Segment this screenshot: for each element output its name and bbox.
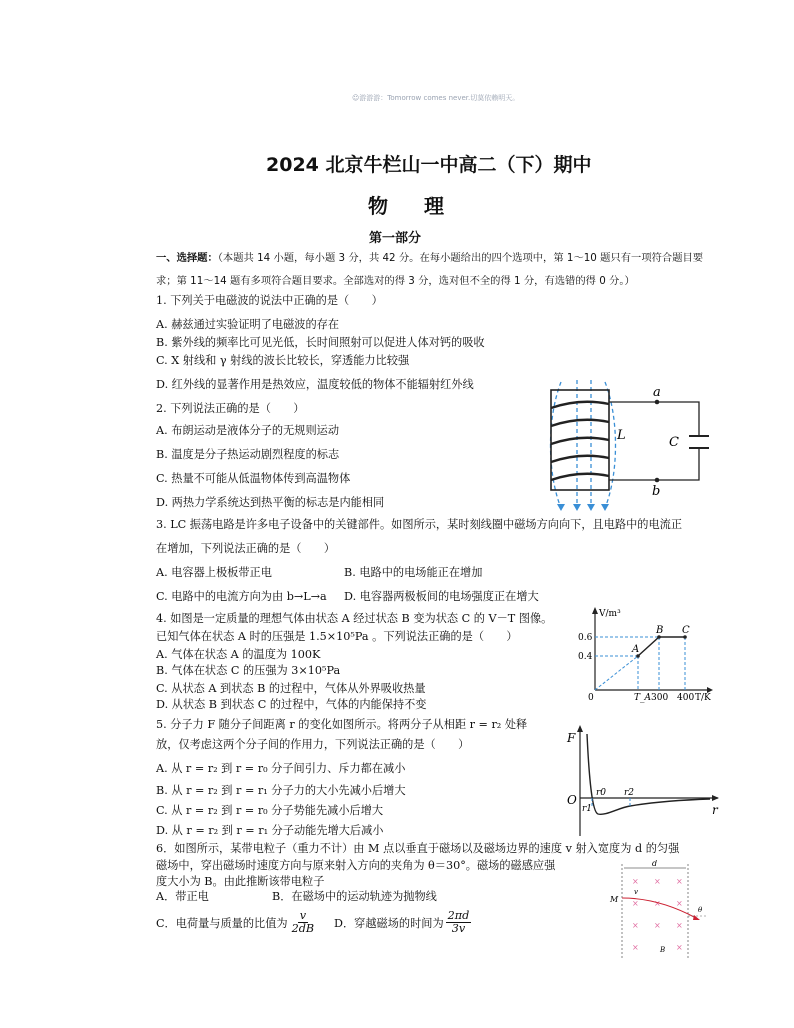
q3-option-c: C. 电路中的电流方向为由 b→L→a [156, 590, 327, 603]
svg-text:×: × [632, 899, 639, 908]
q5-option-c: C. 从 r = r₂ 到 r = r₀ 分子势能先减小后增大 [156, 804, 384, 817]
node-b-label: b [652, 484, 661, 499]
origin-extension-line [595, 656, 638, 690]
force-distance-figure [562, 722, 724, 842]
q6-option-c [156, 910, 316, 936]
q2-option-d: D. 两热力学系统达到热平衡的标志是内能相同 [156, 496, 385, 509]
q4-stem-1: 4. 如图是一定质量的理想气体由状态 A 经过状态 B 变为状态 C 的 V－T 图像。 [156, 612, 553, 625]
q6-option-c-prefix: C．电荷量与质量的比值为 [156, 916, 288, 930]
theta-label: θ [698, 906, 703, 914]
q6-stem-1: 6．如图所示，某带电粒子（重力不计）由 M 点以垂直于磁场以及磁场边界的速度 v 射入宽度为 d 的匀强 [156, 842, 680, 855]
q1-option-b: B. 紫外线的频率比可见光低，长时间照射可以促进人体对钙的吸收 [156, 336, 485, 349]
force-curve [587, 734, 710, 814]
magnetic-field-figure [604, 860, 716, 964]
q3-option-a: A. 电容器上极板带正电 [156, 566, 272, 579]
process-line-abc [638, 637, 685, 656]
velocity-v-label: v [634, 888, 638, 896]
page-title: 2024 北京牛栏山一中高二（下）期中 [266, 154, 592, 176]
q6-option-c-numerator: v [299, 909, 307, 922]
q6-option-a: A．带正电 [156, 890, 209, 903]
lc-circuit-figure [545, 378, 725, 513]
svg-text:×: × [676, 899, 683, 908]
q6-stem-2: 磁场中，穿出磁场时速度方向与原来射入方向的夹角为 θ＝30°。磁场的磁感应强 [156, 859, 556, 872]
point-c-label: C [682, 625, 690, 636]
point-m-label: M [610, 895, 619, 904]
svg-text:×: × [632, 877, 639, 886]
f-axis-label: F [567, 731, 576, 745]
q3-stem-1: 3. LC 振荡电路是许多电子设备中的关键部件。如图所示，某时刻线圈中磁场方向向下，且电路中的电流正 [156, 518, 683, 531]
svg-text:×: × [654, 877, 661, 886]
q5-stem-1: 5. 分子力 F 随分子间距离 r 的变化如图所示。将两分子从相距 r = r₂ 处释 [156, 718, 528, 731]
svg-text:×: × [632, 921, 639, 930]
section-instructions-1 [156, 249, 703, 264]
q6-option-d-fraction [446, 910, 472, 936]
q2-option-a: A. 布朗运动是液体分子的无规则运动 [156, 424, 340, 437]
q1-stem: 1. 下列关于电磁波的说法中正确的是（ ） [156, 294, 383, 307]
svg-text:×: × [676, 943, 683, 952]
guide-lines [595, 637, 685, 690]
x-tick-ta: T_A [634, 693, 652, 703]
r1-label: r1 [582, 804, 593, 814]
q5-option-b: B. 从 r = r₂ 到 r = r₁ 分子力的大小先减小后增大 [156, 784, 406, 797]
q4-option-b: B. 气体在状态 C 的压强为 3×10⁵Pa [156, 664, 341, 677]
watermark: ☺游游游：Tomorrow comes never.切莫依赖明天。 [352, 94, 520, 102]
section-heading: 一、选择题： [156, 252, 218, 264]
q6-option-d-denominator: 3v [451, 922, 466, 936]
r-axis-label: r [712, 803, 718, 817]
field-b-label: B [660, 946, 666, 954]
svg-text:×: × [632, 943, 639, 952]
capacitor-label: C [669, 435, 679, 450]
q4-option-a: A. 气体在状态 A 的温度为 100K [156, 648, 321, 661]
x-tick-400: 400 [677, 693, 695, 703]
r2-label: r2 [624, 788, 635, 798]
q6-option-d-prefix: D．穿越磁场的时间为 [334, 916, 444, 930]
q6-option-d-numerator: 2πd [447, 909, 470, 922]
coil-turns [551, 402, 609, 480]
q5-stem-2: 放，仅考虑这两个分子间的作用力，下列说法正确的是（ ） [156, 738, 470, 751]
y-tick-0.4: 0.4 [578, 652, 593, 662]
q3-stem-2: 在增加，下列说法正确的是（ ） [156, 542, 336, 555]
subject-char-2: 理 [424, 194, 446, 218]
field-cross-icons [632, 877, 683, 952]
q6-option-c-fraction [290, 910, 317, 936]
q2-option-c: C. 热量不可能从低温物体传到高温物体 [156, 472, 351, 485]
inductor-label: L [617, 428, 626, 443]
q6-option-d [334, 910, 471, 936]
q5-option-d: D. 从 r = r₂ 到 r = r₁ 分子动能先增大后减小 [156, 824, 384, 837]
svg-text:×: × [654, 899, 661, 908]
q6-option-b: B．在磁场中的运动轨迹为抛物线 [272, 890, 437, 903]
q1-option-a: A. 赫兹通过实验证明了电磁波的存在 [156, 318, 340, 331]
subject-char-1: 物 [368, 194, 390, 218]
point-a-label: A [632, 644, 640, 655]
section-line2: 求；第 11～14 题有多项符合题目要求。全部选对的得 3 分，选对但不全的得 1 分，有选错的得 0 分。） [156, 275, 635, 287]
y-axis-label: V/m³ [599, 609, 621, 619]
magnetic-field-lines [551, 380, 616, 508]
origin-label: 0 [588, 693, 594, 703]
q2-stem: 2. 下列说法正确的是（ ） [156, 402, 305, 415]
y-tick-0.6: 0.6 [578, 633, 593, 643]
svg-text:×: × [654, 921, 661, 930]
q2-option-b: B. 温度是分子热运动剧烈程度的标志 [156, 448, 340, 461]
q3-option-d: D. 电容器两极板间的电场强度正在增大 [344, 590, 539, 603]
r-markers [592, 798, 630, 806]
q1-option-c: C. X 射线和 γ 射线的波长比较长，穿透能力比较强 [156, 354, 410, 367]
q4-option-d: D. 从状态 B 到状态 C 的过程中，气体的内能保持不变 [156, 698, 427, 711]
r0-label: r0 [596, 788, 607, 798]
vt-graph-figure [575, 604, 715, 704]
point-b-label: B [656, 625, 664, 636]
svg-text:×: × [676, 877, 683, 886]
q6-option-c-denominator: 2dB [291, 922, 315, 936]
q4-option-c: C. 从状态 A 到状态 B 的过程中，气体从外界吸收热量 [156, 682, 426, 695]
q3-option-b: B. 电路中的电场能正在增加 [344, 566, 483, 579]
node-a-label: a [653, 385, 661, 400]
x-axis-label: T/K [695, 693, 711, 703]
part-heading: 第一部分 [369, 231, 422, 246]
section-line1: （本题共 14 小题，每小题 3 分，共 42 分。在每小题给出的四个选项中，第 1～10 题只有一项符合题目要 [217, 252, 704, 264]
svg-text:×: × [676, 921, 683, 930]
field-arrow-icon [557, 504, 609, 511]
q1-option-d: D. 红外线的显著作用是热效应，温度较低的物体不能辐射红外线 [156, 378, 474, 391]
q4-stem-2: 已知气体在状态 A 时的压强是 1.5×10⁵Pa 。下列说法正确的是（ ） [156, 630, 518, 643]
q6-stem-3: 度大小为 B。由此推断该带电粒子 [156, 875, 325, 888]
width-d-label: d [652, 860, 658, 868]
x-tick-300: 300 [651, 693, 669, 703]
q5-option-a: A. 从 r = r₂ 到 r = r₀ 分子间引力、斥力都在减小 [156, 762, 406, 775]
origin-o-label: O [567, 793, 577, 807]
